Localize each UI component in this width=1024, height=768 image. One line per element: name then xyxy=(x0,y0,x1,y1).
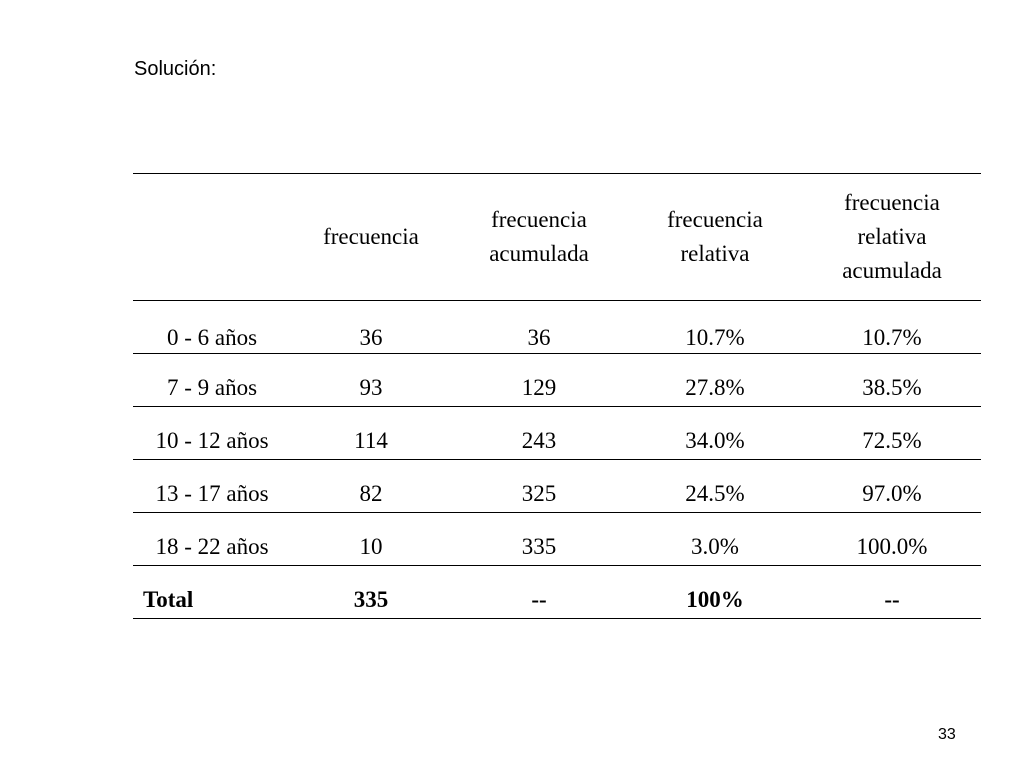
table-row xyxy=(133,513,981,566)
cell-frecuencia-relativa: 24.5% xyxy=(685,481,745,506)
header-line: frecuencia xyxy=(323,224,419,249)
row-label: 10 - 12 años xyxy=(155,428,269,453)
header-line: frecuencia xyxy=(491,207,587,232)
total-frecuencia-acumulada: -- xyxy=(531,587,547,612)
cell-frecuencia-relativa: 10.7% xyxy=(685,325,745,350)
cell-frecuencia: 93 xyxy=(359,375,383,400)
frequency-table xyxy=(133,173,981,619)
row-label: 18 - 22 años xyxy=(155,534,269,559)
table-row xyxy=(133,354,981,407)
cell-frecuencia-relativa-acumulada: 38.5% xyxy=(862,375,922,400)
header-empty xyxy=(133,174,291,301)
row-label: 0 - 6 años xyxy=(166,325,258,350)
total-frecuencia: 335 xyxy=(353,587,389,612)
header-frecuencia-relativa xyxy=(627,174,803,301)
cell-frecuencia: 36 xyxy=(359,325,383,350)
header-frecuencia-relativa-acumulada xyxy=(803,174,981,301)
cell-frecuencia-relativa-acumulada: 10.7% xyxy=(862,325,922,350)
cell-frecuencia-relativa: 34.0% xyxy=(685,428,745,453)
cell-frecuencia-acumulada: 243 xyxy=(521,428,557,453)
row-label: 13 - 17 años xyxy=(155,481,269,506)
slide-title: Solución: xyxy=(134,58,217,80)
cell-frecuencia-relativa: 3.0% xyxy=(691,534,739,559)
cell-frecuencia-relativa-acumulada: 72.5% xyxy=(862,428,922,453)
row-label: 7 - 9 años xyxy=(166,375,258,400)
cell-frecuencia: 114 xyxy=(354,428,388,453)
header-line: relativa xyxy=(680,241,750,266)
header-line: frecuencia xyxy=(667,207,763,232)
total-frecuencia-relativa-acumulada: -- xyxy=(884,587,900,612)
header-line: relativa xyxy=(857,224,927,249)
header-line: acumulada xyxy=(842,258,942,283)
header-frecuencia xyxy=(291,174,451,301)
page-number: 33 xyxy=(938,726,956,743)
header-line: acumulada xyxy=(489,241,589,266)
cell-frecuencia-acumulada: 325 xyxy=(521,481,557,506)
cell-frecuencia-acumulada: 129 xyxy=(521,375,557,400)
table-row xyxy=(133,301,981,354)
cell-frecuencia-relativa-acumulada: 100.0% xyxy=(856,534,928,559)
table-row xyxy=(133,460,981,513)
cell-frecuencia-acumulada: 36 xyxy=(527,325,551,350)
cell-frecuencia: 82 xyxy=(359,481,383,506)
header-frecuencia-acumulada xyxy=(451,174,627,301)
total-frecuencia-relativa: 100% xyxy=(686,587,744,612)
header-line: frecuencia xyxy=(844,190,940,215)
table-row xyxy=(133,407,981,460)
total-label: Total xyxy=(143,587,194,612)
cell-frecuencia-relativa-acumulada: 97.0% xyxy=(862,481,922,506)
table-total-row xyxy=(133,566,981,619)
cell-frecuencia-relativa: 27.8% xyxy=(685,375,745,400)
cell-frecuencia: 10 xyxy=(359,534,383,559)
cell-frecuencia-acumulada: 335 xyxy=(521,534,557,559)
table-header-row xyxy=(133,174,981,301)
